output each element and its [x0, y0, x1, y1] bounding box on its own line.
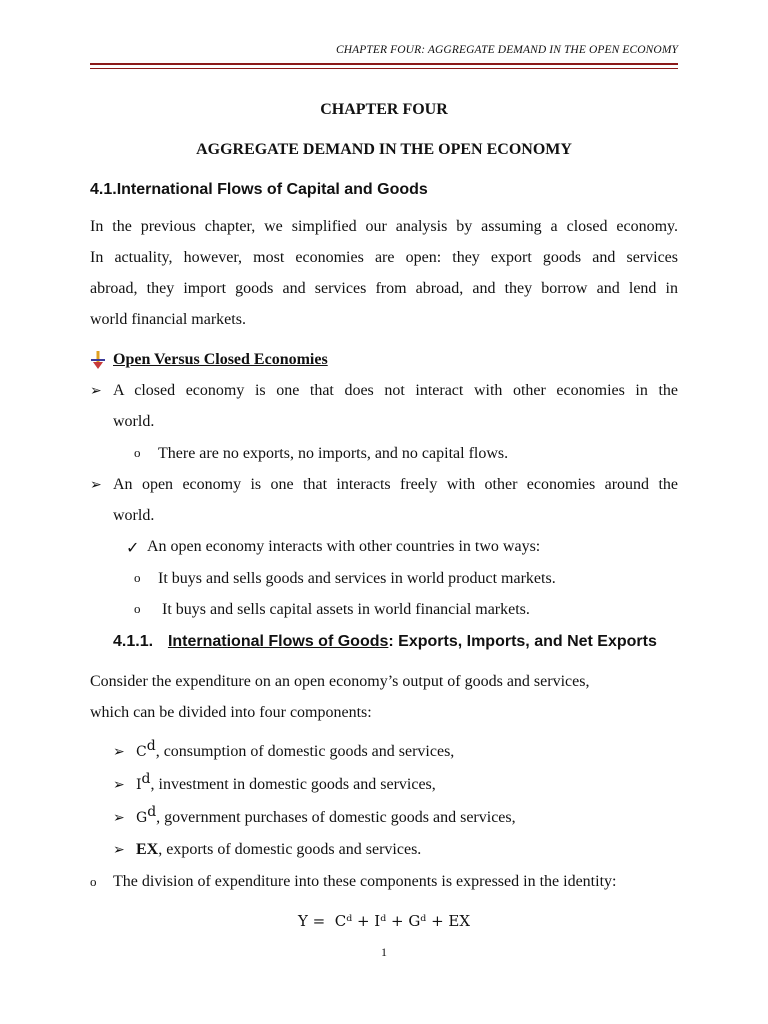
expenditure-intro-line-1: Consider the expenditure on an open economy’s output of goods and services,	[90, 673, 590, 690]
intro-line-4: world financial markets.	[90, 311, 246, 328]
intro-line-3: abroad, they import goods and services from abroad, and they borrow and lend in	[90, 280, 678, 297]
circle-bullet-icon: o	[90, 874, 97, 889]
open-economy-line-2: world.	[113, 507, 155, 524]
section-heading-4-1: 4.1.International Flows of Capital and Goods	[90, 181, 428, 198]
expenditure-intro-line-2: which can be divided into four components:	[90, 704, 372, 721]
closed-economy-sub: There are no exports, no imports, and no capital flows.	[158, 445, 509, 462]
arrow-bullet-icon: ➢	[113, 811, 125, 826]
identity-intro: The division of expenditure into these components is expressed in the identity:	[113, 873, 617, 890]
page-number: 1	[381, 945, 387, 959]
section-heading-4-1-1	[113, 633, 657, 651]
closed-economy-line-1: A closed economy is one that does not interact with other economies in the	[113, 382, 678, 399]
component-investment: $I^d$, investment in domestic goods and services,	[136, 771, 436, 793]
component-government: $G^d$, government purchases of domestic goods and services,	[136, 804, 516, 826]
section-heading-rest: : Exports, Imports, and Net Exports	[388, 633, 657, 650]
chapter-title: AGGREGATE DEMAND IN THE OPEN ECONOMY	[196, 141, 572, 158]
open-economy-sub-1: It buys and sells goods and services in world product markets.	[158, 570, 556, 587]
closed-economy-line-2: world.	[113, 413, 155, 430]
arrow-bullet-icon: ➢	[90, 478, 102, 493]
open-economy-check: An open economy interacts with other countries in two ways:	[147, 538, 541, 555]
arrow-bullet-icon: ➢	[113, 843, 125, 858]
open-economy-sub-2: It buys and sells capital assets in world financial markets.	[158, 601, 530, 618]
circle-bullet-icon: o	[134, 445, 141, 460]
arrow-bullet-icon: ➢	[90, 384, 102, 399]
intro-line-2: In actuality, however, most economies are open: they export goods and services	[90, 249, 678, 266]
down-arrow-bullet-icon	[90, 350, 106, 370]
circle-bullet-icon: o	[134, 601, 141, 616]
arrow-bullet-icon: ➢	[113, 778, 125, 793]
intro-line-1: In the previous chapter, we simplified our analysis by assuming a closed economy.	[90, 218, 678, 235]
open-economy-line-1: An open economy is one that interacts freely with other economies around the	[113, 476, 678, 493]
open-vs-closed-heading: Open Versus Closed Economies	[113, 351, 328, 368]
header-rule-thin	[90, 68, 678, 69]
section-heading-underlined: International Flows of Goods	[167, 633, 389, 650]
arrow-bullet-icon: ➢	[113, 745, 125, 760]
running-header: CHAPTER FOUR: AGGREGATE DEMAND IN THE OPEN ECONOMY	[336, 44, 678, 56]
section-number: 4.1.1.	[113, 633, 154, 650]
chapter-label: CHAPTER FOUR	[320, 101, 448, 118]
component-exports: EX, exports of domestic goods and services.	[136, 841, 422, 858]
circle-bullet-icon: o	[134, 570, 141, 585]
checkmark-bullet-icon: ✓	[126, 540, 140, 557]
component-consumption: $C^d$, consumption of domestic goods and services,	[136, 738, 455, 760]
header-rule-thick	[90, 63, 678, 65]
identity-equation: Y = Cᵈ + Iᵈ + Gᵈ + EX	[297, 912, 471, 930]
